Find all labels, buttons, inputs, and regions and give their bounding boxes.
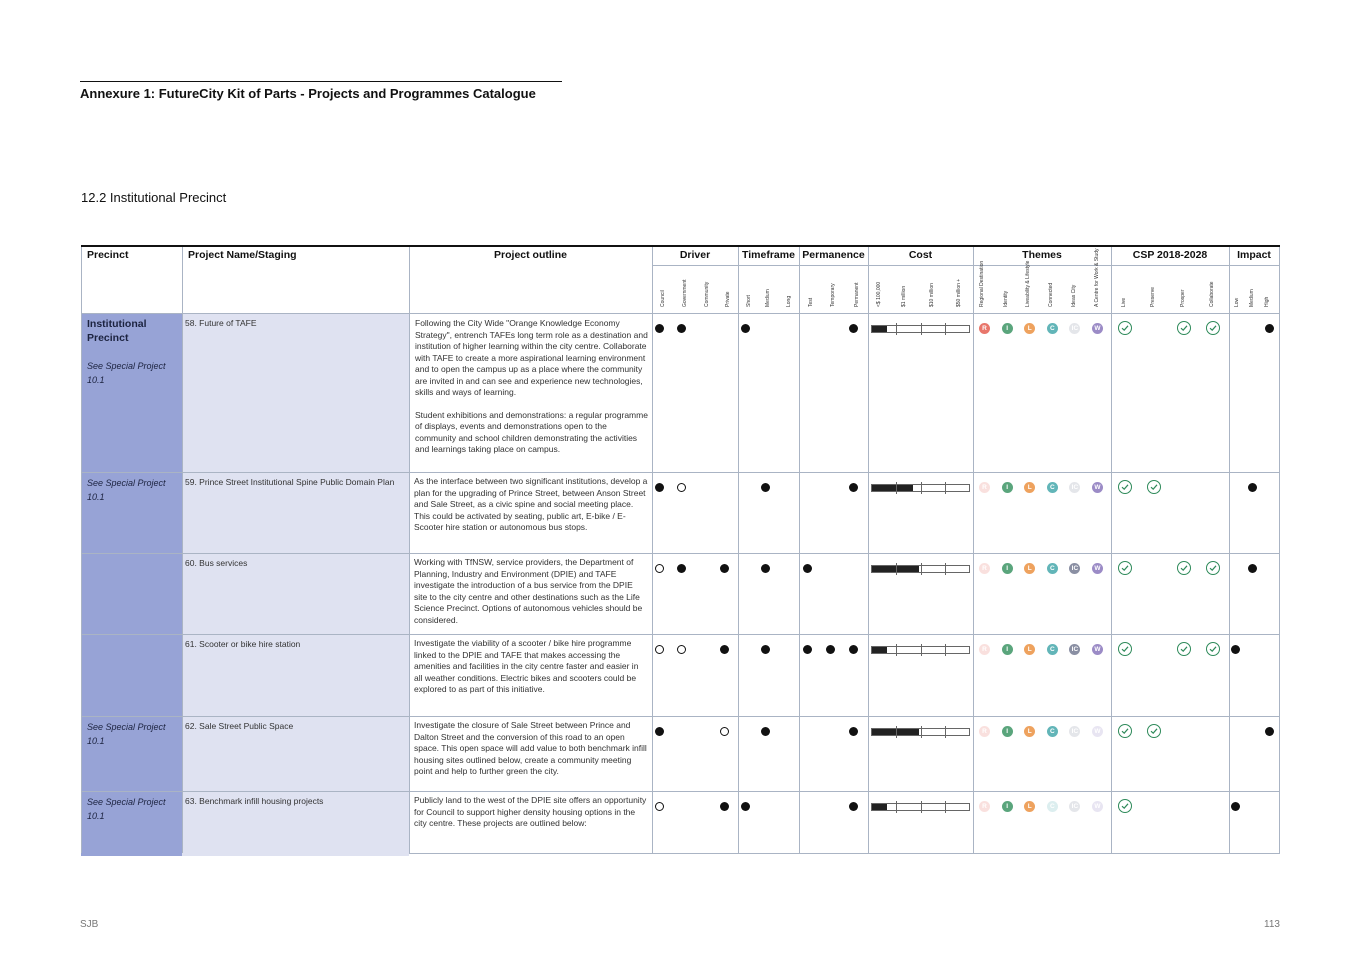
csp-check-1-1 (1147, 480, 1161, 494)
theme-badge-2-3: C (1047, 563, 1058, 574)
csp-check-3-3 (1206, 642, 1220, 656)
theme-badge-1-4: IC (1069, 482, 1080, 493)
theme-badge-1-0: R (979, 482, 990, 493)
cost-bar-tick-4-1 (921, 726, 922, 738)
precinct-note: See Special Project 10.1 (87, 361, 166, 385)
subheader-themes-3: Connected (1048, 282, 1054, 307)
project-name-60: 60. Bus services (185, 558, 248, 568)
theme-badge-0-0: R (979, 323, 990, 334)
cost-bar-fill-1 (872, 485, 913, 491)
project-name-63: 63. Benchmark infill housing projects (185, 796, 324, 806)
theme-badge-2-0: R (979, 563, 990, 574)
cost-bar-tick-1-0 (896, 482, 897, 494)
theme-badge-4-0: R (979, 726, 990, 737)
cost-bar-0 (871, 325, 970, 333)
permanence-mark-3-1 (826, 645, 835, 654)
subheader-timeframe-0: Short (746, 295, 752, 307)
cost-bar-1 (871, 484, 970, 492)
impact-mark-4-2 (1265, 727, 1274, 736)
theme-badge-4-1: I (1002, 726, 1013, 737)
subheader-cost-3: $50 million + (956, 278, 962, 307)
subheader-themes-4: Ideas City (1071, 284, 1077, 307)
title-rule (80, 81, 562, 82)
header-driver: Driver (679, 249, 711, 261)
theme-badge-5-5: W (1092, 801, 1103, 812)
theme-badge-2-5: W (1092, 563, 1103, 574)
header-themes: Themes (1022, 249, 1062, 261)
theme-badge-2-4: IC (1069, 563, 1080, 574)
check-icon (1209, 564, 1217, 572)
csp-check-0-2 (1177, 321, 1191, 335)
subheader-driver-0: Council (660, 290, 666, 307)
precinct-column-bg (81, 313, 182, 856)
driver-mark-1-0 (655, 483, 664, 492)
cost-bar-tick-1-1 (921, 482, 922, 494)
check-icon (1150, 727, 1158, 735)
csp-check-2-3 (1206, 561, 1220, 575)
theme-badge-2-2: L (1024, 563, 1035, 574)
cost-bar-fill-3 (872, 647, 887, 653)
project-outline-63: Publicly land to the west of the DPIE site offers an opportunity for Council to support higher density housing options in the city centre. These projects are outlined below: (414, 795, 647, 828)
driver-mark-0-1 (677, 324, 686, 333)
subheader-cost-0: <$ 100,000 (876, 281, 882, 307)
theme-badge-4-2: L (1024, 726, 1035, 737)
subheader-themes-2: Liveability & Lifestyle (1025, 260, 1031, 307)
theme-badge-3-1: I (1002, 644, 1013, 655)
cost-bar-tick-0-2 (945, 323, 946, 335)
theme-badge-2-1: I (1002, 563, 1013, 574)
check-icon (1121, 564, 1129, 572)
check-icon (1180, 645, 1188, 653)
project-outline-61: Investigate the viability of a scooter / bike hire programme linked to the DPIE and TAFE that makes accessing the amenities and facilities in the city centre faster and easier in all weather conditions. Electric bikes and scooters could be explored to as part of this initiative. (414, 638, 639, 694)
header-impact: Impact (1237, 249, 1271, 261)
check-icon (1209, 324, 1217, 332)
annex-title: Annexure 1: FutureCity Kit of Parts - Projects and Programmes Catalogue (80, 86, 536, 101)
precinct-cell (87, 317, 179, 387)
cost-bar-4 (871, 728, 970, 736)
project-name-62: 62. Sale Street Public Space (185, 721, 294, 731)
driver-mark-5-3 (720, 802, 729, 811)
timeframe-mark-3-1 (761, 645, 770, 654)
permanence-mark-5-2 (849, 802, 858, 811)
subheader-cost-2: $10 million (929, 283, 935, 307)
cost-bar-3 (871, 646, 970, 654)
theme-badge-0-3: C (1047, 323, 1058, 334)
projects-table (81, 245, 1280, 854)
header-project: Project Name/Staging (188, 249, 297, 261)
check-icon (1121, 483, 1129, 491)
theme-badge-1-5: W (1092, 482, 1103, 493)
timeframe-mark-2-1 (761, 564, 770, 573)
theme-badge-3-4: IC (1069, 644, 1080, 655)
subheader-csp-0: Live (1121, 297, 1127, 307)
permanence-mark-1-2 (849, 483, 858, 492)
theme-badge-3-2: L (1024, 644, 1035, 655)
cost-bar-tick-4-0 (896, 726, 897, 738)
check-icon (1209, 645, 1217, 653)
project-name-61: 61. Scooter or bike hire station (185, 639, 301, 649)
theme-badge-5-2: L (1024, 801, 1035, 812)
cost-bar-fill-5 (872, 804, 887, 810)
subheader-themes-1: Identity (1003, 290, 1009, 307)
subheader-driver-3: Private (725, 291, 731, 307)
check-icon (1180, 564, 1188, 572)
permanence-mark-2-0 (803, 564, 812, 573)
subheader-csp-3: Collaborate (1209, 281, 1215, 307)
theme-badge-0-2: L (1024, 323, 1035, 334)
footer-company: SJB (80, 919, 99, 930)
driver-mark-0-0 (655, 324, 664, 333)
csp-check-0-0 (1118, 321, 1132, 335)
theme-badge-4-4: IC (1069, 726, 1080, 737)
cost-bar-tick-3-0 (896, 644, 897, 656)
timeframe-mark-4-1 (761, 727, 770, 736)
theme-badge-3-3: C (1047, 644, 1058, 655)
see-special-row-63: See Special Project 10.1 (87, 797, 166, 821)
impact-mark-3-0 (1231, 645, 1240, 654)
timeframe-mark-0-0 (741, 324, 750, 333)
theme-badge-4-5: W (1092, 726, 1103, 737)
header-csp: CSP 2018-2028 (1132, 249, 1208, 261)
subheader-timeframe-1: Medium (765, 289, 771, 307)
subheader-csp-1: Preserve (1150, 286, 1156, 307)
cost-bar-tick-2-0 (896, 563, 897, 575)
see-special-row-59: See Special Project 10.1 (87, 478, 166, 502)
impact-mark-0-2 (1265, 324, 1274, 333)
driver-mark-1-1 (677, 483, 686, 492)
cost-bar-5 (871, 803, 970, 811)
driver-mark-2-3 (720, 564, 729, 573)
subheader-driver-2: Community (704, 281, 710, 307)
permanence-mark-4-2 (849, 727, 858, 736)
driver-mark-4-0 (655, 727, 664, 736)
driver-mark-2-0 (655, 564, 664, 573)
theme-badge-5-1: I (1002, 801, 1013, 812)
theme-badge-1-3: C (1047, 482, 1058, 493)
subheader-driver-1: Government (682, 279, 688, 307)
theme-badge-0-1: I (1002, 323, 1013, 334)
theme-badge-5-4: IC (1069, 801, 1080, 812)
timeframe-mark-1-1 (761, 483, 770, 492)
theme-badge-0-5: W (1092, 323, 1103, 334)
permanence-mark-3-0 (803, 645, 812, 654)
subheader-themes-0: Regional Destination (979, 260, 985, 307)
timeframe-mark-5-0 (741, 802, 750, 811)
check-icon (1121, 727, 1129, 735)
impact-mark-5-0 (1231, 802, 1240, 811)
csp-check-1-0 (1118, 480, 1132, 494)
project-outline-62: Investigate the closure of Sale Street between Prince and Dalton Street and the conversion of this road to an open space. This open space will add value to both benchmark infill housing sites outlined below, create a community meeting point and help to further green the city. (414, 720, 647, 776)
csp-check-4-1 (1147, 724, 1161, 738)
cost-bar-tick-3-2 (945, 644, 946, 656)
subheader-cost-1: $1 million (901, 285, 907, 307)
header-permanence: Permanence (802, 249, 865, 261)
subheader-permanence-2: Permanent (854, 282, 860, 307)
header-precinct: Precinct (87, 249, 129, 261)
cost-bar-tick-1-2 (945, 482, 946, 494)
cost-bar-tick-5-2 (945, 801, 946, 813)
check-icon (1180, 324, 1188, 332)
header-cost: Cost (908, 249, 933, 261)
subheader-csp-2: Prosper (1180, 289, 1186, 307)
project-column-bg (182, 313, 409, 856)
csp-check-3-0 (1118, 642, 1132, 656)
theme-badge-5-0: R (979, 801, 990, 812)
driver-mark-5-0 (655, 802, 664, 811)
check-icon (1121, 802, 1129, 810)
driver-mark-3-3 (720, 645, 729, 654)
theme-badge-5-3: C (1047, 801, 1058, 812)
impact-mark-1-1 (1248, 483, 1257, 492)
check-icon (1121, 645, 1129, 653)
project-name-58: 58. Future of TAFE (185, 318, 257, 328)
check-icon (1121, 324, 1129, 332)
cost-bar-tick-3-1 (921, 644, 922, 656)
subheader-impact-1: Medium (1249, 289, 1255, 307)
csp-check-0-3 (1206, 321, 1220, 335)
theme-badge-1-2: L (1024, 482, 1035, 493)
page-number: 113 (1264, 919, 1280, 930)
permanence-mark-3-2 (849, 645, 858, 654)
subheader-impact-2: High (1264, 296, 1270, 307)
driver-mark-3-0 (655, 645, 664, 654)
cost-bar-fill-0 (872, 326, 887, 332)
cost-bar-tick-5-1 (921, 801, 922, 813)
cost-bar-tick-0-0 (896, 323, 897, 335)
check-icon (1150, 483, 1158, 491)
see-special-row-62: See Special Project 10.1 (87, 722, 166, 746)
csp-check-2-2 (1177, 561, 1191, 575)
csp-check-2-0 (1118, 561, 1132, 575)
header-timeframe: Timeframe (742, 249, 795, 261)
subheader-impact-0: Low (1234, 297, 1240, 307)
theme-badge-3-5: W (1092, 644, 1103, 655)
header-outline: Project outline (494, 249, 567, 261)
subheader-permanence-0: Test (808, 297, 814, 307)
section-title: 12.2 Institutional Precinct (81, 190, 227, 205)
driver-mark-4-3 (720, 727, 729, 736)
csp-check-4-0 (1118, 724, 1132, 738)
cost-bar-tick-2-1 (921, 563, 922, 575)
subheader-themes-5: A Centre for Work & Study (1094, 248, 1100, 307)
subheader-timeframe-2: Long (786, 295, 792, 307)
project-outline-58-p2: Student exhibitions and demonstrations: a regular programme of displays, events and demonstrations open to the community and school children demonstrating the activities and learnings taking place on campus. (415, 409, 648, 454)
permanence-mark-0-2 (849, 324, 858, 333)
project-name-59: 59. Prince Street Institutional Spine Public Domain Plan (185, 477, 395, 487)
csp-check-3-2 (1177, 642, 1191, 656)
theme-badge-0-4: IC (1069, 323, 1080, 334)
csp-check-5-0 (1118, 799, 1132, 813)
project-outline-58-p1: Following the City Wide "Orange Knowledge Economy Strategy", entrench TAFEs long term role as a destination and institution of higher learning within the city centre. Collaborate with TAFE to create a more aspirational learning environment and to open the campus up as a place where the community are invited in and can see and experience new technologies, skills and ways of learning. (415, 318, 648, 397)
cost-bar-2 (871, 565, 970, 573)
project-outline-58 (415, 318, 649, 456)
theme-badge-1-1: I (1002, 482, 1013, 493)
theme-badge-3-0: R (979, 644, 990, 655)
cost-bar-tick-4-2 (945, 726, 946, 738)
driver-mark-3-1 (677, 645, 686, 654)
precinct-name: Institutional Precinct (87, 318, 147, 344)
theme-badge-4-3: C (1047, 726, 1058, 737)
driver-mark-2-1 (677, 564, 686, 573)
subheader-permanence-1: Temporary (830, 283, 836, 307)
cost-bar-tick-2-2 (945, 563, 946, 575)
cost-bar-tick-5-0 (896, 801, 897, 813)
project-outline-59: As the interface between two significant institutions, develop a plan for the upgrading of Prince Street, between Anson Street and Sale Street, as a civic spine and social meeting place. This could be activated by seating, public art, E-bike / E-Scooter hire station or autonomous bus stops. (414, 476, 648, 532)
impact-mark-2-1 (1248, 564, 1257, 573)
project-outline-60: Working with TfNSW, service providers, the Department of Planning, Industry and Environment (DPIE) and TAFE investigate the introduction of a bus service from the DPIE site to the city centre and other destinations such as the Life Science Precinct. Options of autonomous vehicles should be considered. (414, 557, 643, 625)
cost-bar-tick-0-1 (921, 323, 922, 335)
